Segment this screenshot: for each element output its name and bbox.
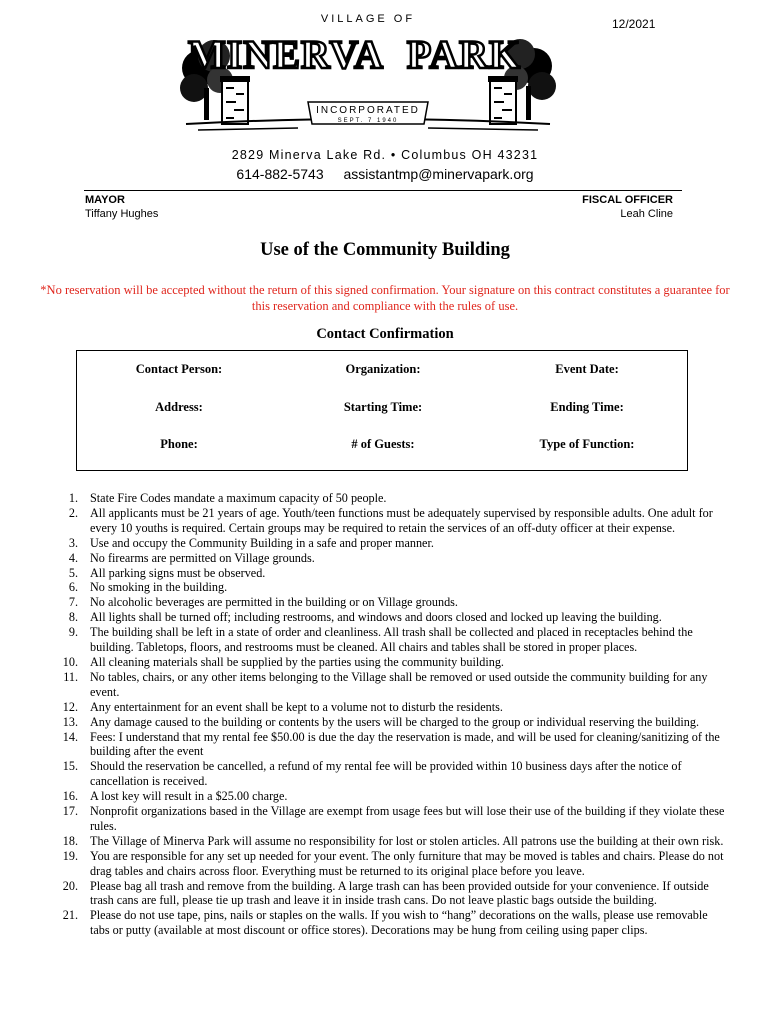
list-item — [0, 625, 730, 655]
rule-number: 12. — [62, 699, 78, 714]
reservation-notice: *No reservation will be accepted without the return of this signed confirmation. Your signature on this contract constitutes a guarantee for this reservation and compliance with the rules of use. — [40, 283, 730, 313]
rule-number: 4. — [68, 550, 78, 565]
fiscal-officer-name: Leah Cline — [620, 208, 673, 220]
rule-text: Any damage caused to the building or contents by the users will be charged to the group or individual reserving the building. — [90, 714, 700, 729]
header-divider — [84, 190, 682, 191]
organization-field[interactable]: Organization: — [345, 362, 421, 376]
rule-text: All parking signs must be observed. — [90, 565, 266, 580]
list-item — [0, 595, 730, 610]
rule-text: No tables, chairs, or any other items belonging to the Village shall be removed or used outside the community building for any event. — [90, 669, 708, 699]
stone-pillar-right-icon — [488, 76, 518, 124]
mayor-block — [85, 193, 158, 221]
list-item — [0, 730, 730, 760]
rule-text: No firearms are permitted on Village grounds. — [90, 550, 315, 565]
rule-text: Any entertainment for an event shall be kept to a volume not to disturb the residents. — [90, 699, 503, 714]
list-item — [0, 834, 730, 849]
fiscal-officer-role: FISCAL OFFICER — [582, 194, 673, 206]
mayor-role: MAYOR — [85, 194, 125, 206]
rule-number: 7. — [68, 595, 78, 610]
contact-person-field[interactable]: Contact Person: — [135, 362, 223, 376]
list-item — [0, 789, 730, 804]
rule-text: All lights shall be turned off; including restrooms, and windows and doors closed and locked up leaving the building. — [90, 610, 662, 625]
village-logo — [178, 6, 558, 138]
rule-number: 17. — [62, 804, 78, 819]
rule-number: 16. — [62, 789, 78, 804]
list-item — [0, 715, 730, 730]
list-item — [0, 908, 730, 938]
page-title: Use of the Community Building — [260, 240, 510, 260]
type-of-function-field[interactable]: Type of Function: — [539, 437, 635, 451]
rule-text: You are responsible for any set up needed for your event. The only furniture that may be moved is tables and chairs. Please do not drag tables and chairs across floor. Everything must be returned to its original place before you leave. — [90, 848, 724, 878]
guests-field[interactable]: # of Guests: — [351, 437, 415, 451]
event-date-field[interactable]: Event Date: — [555, 362, 619, 376]
list-item — [0, 849, 730, 879]
rule-number: 2. — [68, 505, 78, 520]
rule-number: 8. — [68, 610, 78, 625]
rule-number: 19. — [62, 848, 78, 863]
rule-number: 3. — [68, 535, 78, 550]
contact-confirmation-table — [76, 350, 688, 471]
village-contact — [0, 166, 770, 182]
list-item — [0, 804, 730, 834]
fiscal-officer-block — [582, 193, 673, 221]
logo-top-text: VILLAGE OF — [320, 13, 416, 25]
logo-banner-text: INCORPORATED — [316, 105, 420, 116]
rule-number: 9. — [68, 625, 78, 640]
list-item — [0, 670, 730, 700]
rule-number: 10. — [62, 654, 78, 669]
list-item — [0, 700, 730, 715]
rule-text: All applicants must be 21 years of age. Youth/teen functions must be adequately supervised by responsible adults. One adult for every 10 youths is required. Certain groups may be required to retain the services of an off-duty officer at their expense. — [90, 505, 713, 535]
list-item — [0, 536, 730, 551]
village-email: assistantmp@minervapark.org — [343, 166, 534, 182]
rule-text: Please do not use tape, pins, nails or staples on the walls. If you wish to “hang” decorations on the walls, please use removable tabs or putty (available at most discount or office stores). Decorations may be hung from ceiling using paper clips. — [90, 908, 708, 938]
list-item — [0, 655, 730, 670]
rule-number: 5. — [68, 565, 78, 580]
rule-number: 14. — [62, 729, 78, 744]
stone-pillar-left-icon — [220, 76, 250, 124]
list-item — [0, 551, 730, 566]
village-address: 2829 Minerva Lake Rd. • Columbus OH 43231 — [231, 148, 539, 162]
list-item — [0, 879, 730, 909]
rule-number: 1. — [68, 491, 78, 505]
rule-text: Nonprofit organizations based in the Village are exempt from usage fees but will lose their use of the building if they violate these rules. — [90, 804, 725, 833]
rule-text: The Village of Minerva Park will assume no responsibility for lost or stolen articles. All patrons use the building at their own risk. — [90, 833, 724, 848]
rule-text: No smoking in the building. — [90, 580, 228, 595]
rule-number: 13. — [62, 714, 78, 729]
rule-text: The building shall be left in a state of order and cleanliness. All trash shall be collected and placed in receptacles behind the building. Tabletops, floors, and restrooms must be cleaned. All chairs and tables shall be stored in proper places. — [90, 625, 693, 655]
phone-field[interactable]: Phone: — [160, 437, 198, 451]
rule-text: Please bag all trash and remove from the building. A large trash can has been provided outside for your convenience. If outside trash cans are full, please tie up trash and leave it in inside trash cans. Do not leave plastic bags outside the building. — [90, 878, 709, 908]
ending-time-field[interactable]: Ending Time: — [550, 400, 624, 414]
rules-list — [0, 491, 770, 938]
rule-text: All cleaning materials shall be supplied by the parties using the community building. — [90, 654, 504, 669]
rule-text: No alcoholic beverages are permitted in the building or on Village grounds. — [90, 595, 458, 610]
section-title: Contact Confirmation — [316, 326, 454, 342]
rule-number: 6. — [68, 580, 78, 595]
rule-text: Should the reservation be cancelled, a refund of my rental fee will be provided within 10 business days after the notice of cancellation is received. — [90, 759, 682, 789]
rule-number: 20. — [62, 878, 78, 893]
rule-text: Fees: I understand that my rental fee $50.00 is due the day the reservation is made, and will be used for cleaning/sanitizing of the building after the event — [90, 729, 720, 759]
rule-number: 15. — [62, 759, 78, 774]
logo-date-text: SEPT. 7 1940 — [337, 118, 399, 124]
rule-number: 21. — [62, 908, 78, 923]
list-item — [0, 580, 730, 595]
list-item — [0, 566, 730, 581]
logo-name-right: PARK — [406, 32, 522, 77]
rule-text: A lost key will result in a $25.00 charge. — [90, 789, 288, 804]
rule-number: 11. — [63, 669, 78, 684]
list-item — [0, 610, 730, 625]
address-field[interactable]: Address: — [155, 400, 203, 414]
mayor-name: Tiffany Hughes — [85, 208, 159, 220]
list-item — [0, 506, 730, 536]
rule-text: State Fire Codes mandate a maximum capacity of 50 people. — [90, 491, 387, 505]
list-item — [0, 491, 730, 506]
rule-number: 18. — [62, 833, 78, 848]
logo-name-left: MINERVA — [188, 32, 384, 77]
rule-text: Use and occupy the Community Building in a safe and proper manner. — [90, 535, 434, 550]
starting-time-field[interactable]: Starting Time: — [343, 400, 423, 414]
list-item — [0, 759, 730, 789]
village-phone: 614-882-5743 — [236, 166, 324, 182]
document-date: 12/2021 — [612, 17, 656, 31]
